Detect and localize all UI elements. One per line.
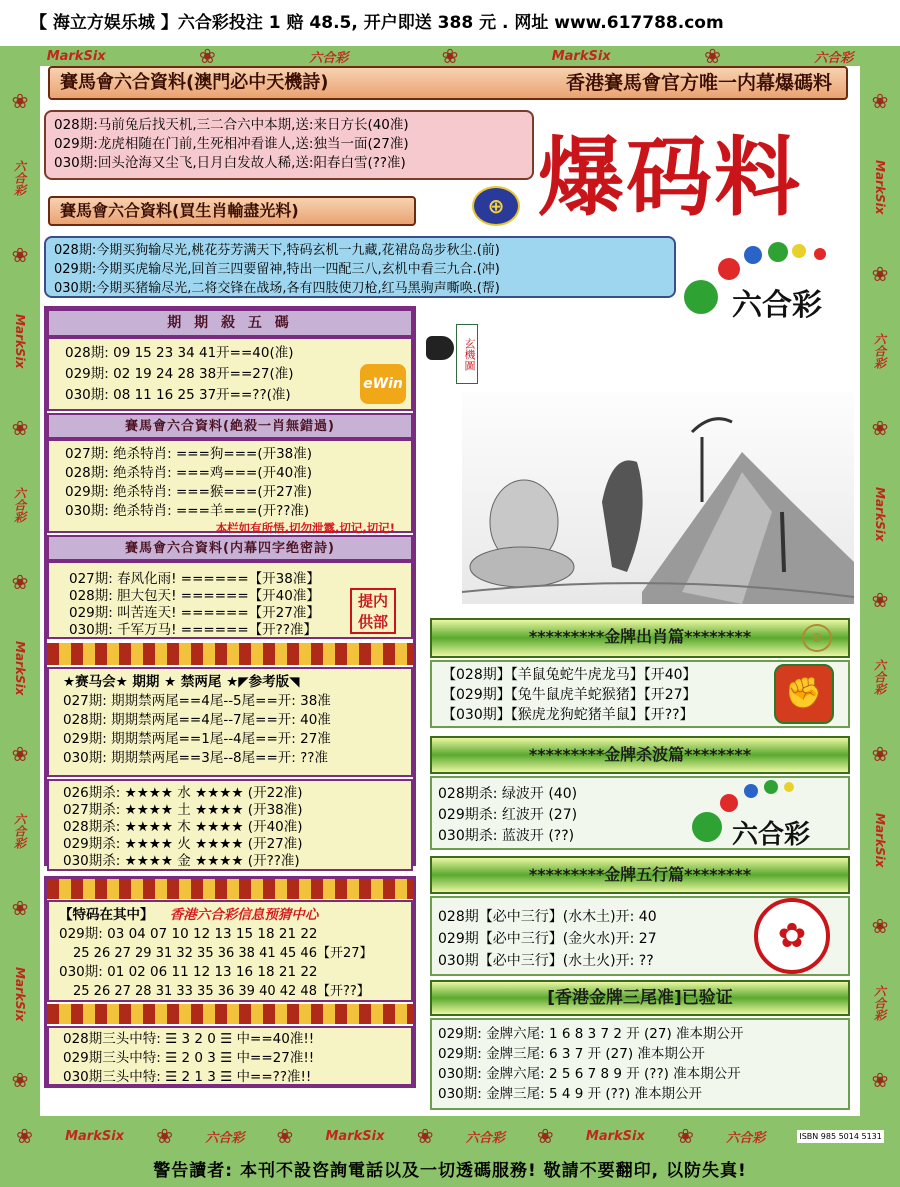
liuhecai-logo xyxy=(680,240,850,323)
santou-line: 028期三头中特: ☰ 3 2 0 ☰ 中==40准!! xyxy=(63,1031,315,1047)
wuxingsha-line: 030期杀: ★★★★ 金 ★★★★ (开??准) xyxy=(63,853,300,869)
wuxingsha-line: 027期杀: ★★★★ 土 ★★★★ (开38准) xyxy=(63,802,303,818)
section2-line: 028期:今期买狗输尽光,桃花芬芳满天下,特码玄机一九藏,花裙岛岛步秋尘.(前) xyxy=(54,243,500,258)
border-lhc-text: 六合彩 xyxy=(814,50,854,66)
jinpai-wuxing-banner: *********金牌五行篇******** xyxy=(430,856,850,894)
wuxingsha-line: 029期杀: ★★★★ 火 ★★★★ (开27准) xyxy=(63,836,303,852)
jinliang-panel xyxy=(47,667,413,777)
tema-line: 029期: 03 04 07 10 12 13 15 18 21 22 xyxy=(59,926,318,942)
flower-icon: ❀ xyxy=(11,896,29,921)
border-right xyxy=(860,66,900,1116)
section2-banner xyxy=(48,196,416,226)
jinpai-wuxing-line: 030期【必中三行】(水土火)开: ?? xyxy=(438,953,654,969)
illustration-svg xyxy=(462,392,854,604)
liuhecai-text: 六合彩 xyxy=(732,288,822,323)
section1-title: 賽馬會六合資料(澳門必中天機詩) xyxy=(60,72,329,93)
santou-panel xyxy=(47,1026,413,1086)
flower-icon: ❀ xyxy=(199,46,216,66)
flower-icon: ❀ xyxy=(11,415,29,440)
warning-text: 警告讀者: 本刊不設咨詢電話以及一切透碼服務! 敬請不要翻印, 以防失真! xyxy=(0,1156,900,1187)
jinpai-shengxiao-line: 【029期】【兔牛鼠虎羊蛇猴猪】【开27】 xyxy=(442,687,697,703)
jinpai-shengxiao-banner: *********金牌出肖篇******** xyxy=(430,618,850,658)
flower-icon: ❀ xyxy=(871,261,889,286)
top-ad-banner: 【 海立方娱乐城 】六合彩投注 1 赔 48.5, 开户即送 388 元 . 网址 www.617788.com xyxy=(0,0,900,46)
border-lhc-text: 六合彩 xyxy=(872,332,887,369)
ink-illustration xyxy=(462,392,854,604)
sanwei-line: 030期: 金牌六尾: 2 5 6 7 8 9 开 (??) 准本期公开 xyxy=(438,1066,741,1082)
divider-pattern xyxy=(47,643,413,665)
emblem-icon: ⊕ xyxy=(802,624,832,652)
section1-line: 029期:龙虎相随在门前,生死相冲看谁人,送:独当一面(27准) xyxy=(54,136,409,152)
flower-icon: ❀ xyxy=(441,46,459,66)
juesha-line: 027期: 绝杀特肖: ===狗===(开38准) xyxy=(65,446,313,462)
sanwei-line: 029期: 金牌三尾: 6 3 7 开 (27) 准本期公开 xyxy=(438,1046,705,1062)
flower-icon: ❀ xyxy=(11,569,29,594)
flower-icon: ❀ xyxy=(11,89,29,114)
ball-icon xyxy=(814,248,826,260)
jinliang-line: 027期: 期期禁两尾==4尾--5尾==开: 38准 xyxy=(63,693,331,709)
jinpai-shengxiao-line: 【028期】【羊鼠兔蛇牛虎龙马】【开40】 xyxy=(442,667,697,683)
flower-icon: ❀ xyxy=(677,1124,694,1148)
tema-header-row xyxy=(59,906,401,925)
flower-icon: ❀ xyxy=(11,243,29,268)
jinliang-line: 028期: 期期禁两尾==4尾--7尾==开: 40准 xyxy=(63,712,331,728)
border-marksix-text: MarkSix xyxy=(873,486,887,542)
barcode-icon: ISBN 985 5014 5131 xyxy=(799,1131,882,1141)
jinpai-shengxiao-line: 【030期】【猴虎龙狗蛇猪羊鼠】【开??】 xyxy=(442,707,694,723)
juesha-note: 本栏如有所悟,切勿泄露,切记,切记! xyxy=(215,521,395,535)
ball-icon xyxy=(784,782,794,792)
border-left xyxy=(0,66,40,1116)
flower-icon: ❀ xyxy=(871,415,889,440)
jinpai-bo-line: 030期杀: 蓝波开 (??) xyxy=(438,828,575,844)
border-top xyxy=(0,46,900,66)
flower-icon: ❀ xyxy=(871,742,889,767)
juesha-header: 賽馬會六合資料(絶殺一肖無錯過) xyxy=(47,413,413,439)
sizi-line: 027期: 春风化雨! ======【开38准】 xyxy=(69,571,320,587)
flower-icon: ❀ xyxy=(871,914,889,939)
border-lhc-text: 六合彩 xyxy=(12,160,27,197)
sanwei-line: 029期: 金牌六尾: 1 6 8 3 7 2 开 (27) 准本期公开 xyxy=(438,1026,744,1042)
border-marksix-text: MarkSix xyxy=(873,160,887,215)
border-lhc-text: 六合彩 xyxy=(309,50,349,66)
juesha-line: 029期: 绝杀特肖: ===猴===(开27准) xyxy=(65,484,313,500)
jinpai-bo-line: 028期杀: 绿波开 (40) xyxy=(438,786,578,802)
border-lhc-text: 六合彩 xyxy=(726,1130,766,1146)
wuxingsha-panel xyxy=(47,779,413,871)
hand-icon xyxy=(426,336,454,360)
jinpai-wuxing-line: 029期【必中三行】(金火水)开: 27 xyxy=(438,931,657,947)
section2-title: 賽馬會六合資料(買生肖輸盡光料) xyxy=(60,201,299,220)
flower-icon: ❀ xyxy=(11,1068,29,1093)
border-lhc-text: 六合彩 xyxy=(872,659,887,696)
qisha-header: 期 期 殺 五 碼 xyxy=(47,309,413,337)
section1-box xyxy=(44,110,534,180)
sizi-header: 賽馬會六合資料(内幕四字绝密詩) xyxy=(47,535,413,561)
xuanji-label: 玄機圖 xyxy=(456,324,478,384)
border-lhc-text: 六合彩 xyxy=(205,1130,245,1146)
flower-icon: ❀ xyxy=(704,46,721,66)
jinliang-line: 030期: 期期禁两尾==3尾--8尾==开: ??准 xyxy=(63,750,328,766)
flower-icon: ❀ xyxy=(156,1124,174,1148)
tema-label: 【特码在其中】 xyxy=(59,907,154,923)
santou-line: 030期三头中特: ☰ 2 1 3 ☰ 中==??准!! xyxy=(63,1069,312,1085)
section2-line: 030期:今期买猪输尽光,二将交锋在战场,各有四肢使刀枪,红马黑驹声嘶唤.(帮) xyxy=(54,281,500,296)
border-bottom xyxy=(0,1116,900,1156)
sizi-line: 030期: 千军万马! ======【开??准】 xyxy=(69,622,318,638)
section1-line: 028期:马前兔后找天机,三二合六中本期,送:来日方长(40准) xyxy=(54,117,409,133)
border-marksix-text: MarkSix xyxy=(551,48,611,64)
sanwei-line: 030期: 金牌三尾: 5 4 9 开 (??) 准本期公开 xyxy=(438,1086,703,1102)
tema-line: 030期: 01 02 06 11 12 13 16 18 21 22 xyxy=(59,964,318,980)
wuxingsha-line: 026期杀: ★★★★ 水 ★★★★ (开22准) xyxy=(63,785,303,801)
ball-icon xyxy=(684,280,718,314)
border-marksix-text: MarkSix xyxy=(13,967,27,1022)
border-marksix-text: MarkSix xyxy=(13,640,27,696)
liuhecai-logo xyxy=(690,780,840,848)
border-lhc-text: 六合彩 xyxy=(12,486,27,523)
tema-panel xyxy=(47,900,413,1002)
sanwei-banner: [香港金牌三尾准]已验证 xyxy=(430,980,850,1016)
flower-icon: ❀ xyxy=(276,1124,294,1148)
jinpai-wuxing-line: 028期【必中三行】(水木土)开: 40 xyxy=(438,909,657,925)
ball-icon xyxy=(764,780,778,794)
ball-icon xyxy=(792,244,806,258)
bauhinia-emblem-icon: ✿ xyxy=(754,898,830,974)
ewin-logo: eWin xyxy=(360,364,406,404)
flower-icon: ❀ xyxy=(16,1124,33,1148)
sanwei-panel xyxy=(430,1018,850,1110)
divider-pattern xyxy=(47,879,413,899)
section1-line: 030期:回头沧海又尘飞,日月白发故人稀,送:阳春白雪(??准) xyxy=(54,155,406,171)
money-bag-icon: ✊ xyxy=(774,664,834,724)
flower-icon: ❀ xyxy=(871,588,889,613)
border-marksix-text: MarkSix xyxy=(13,314,27,369)
sizi-stamp: 提内供部 xyxy=(350,588,396,634)
liuhecai-text: 六合彩 xyxy=(732,820,811,850)
border-marksix-text: MarkSix xyxy=(65,1128,125,1144)
wuxingsha-line: 028期杀: ★★★★ 木 ★★★★ (开40准) xyxy=(63,819,303,835)
jinliang-title: ★赛马会★ 期期 ★ 禁两尾 ★◤参考版◥ xyxy=(63,674,300,690)
ball-icon xyxy=(744,246,762,264)
juesha-line: 028期: 绝杀特肖: ===鸡===(开40准) xyxy=(65,465,313,481)
border-marksix-text: MarkSix xyxy=(873,813,887,868)
big-title: 爆码料 xyxy=(538,127,802,228)
juesha-line: 030期: 绝杀特肖: ===羊===(开??准) xyxy=(65,503,310,519)
emblem-icon: ⊕ xyxy=(472,186,520,226)
sizi-line: 028期: 胆大包天! ======【开40准】 xyxy=(69,588,320,604)
qisha-panel xyxy=(47,337,413,411)
border-lhc-text: 六合彩 xyxy=(465,1130,505,1146)
section2-box xyxy=(44,236,676,298)
border-lhc-text: 六合彩 xyxy=(872,985,887,1022)
border-lhc-text: 六合彩 xyxy=(12,813,27,850)
santou-line: 029期三头中特: ☰ 2 0 3 ☰ 中==27准!! xyxy=(63,1050,315,1066)
tema-center: 香港六合彩信息预猜中心 xyxy=(169,907,319,923)
qisha-line: 028期: 09 15 23 34 41开==40(准) xyxy=(65,345,294,361)
flower-icon: ❀ xyxy=(871,1068,889,1093)
divider-pattern xyxy=(47,1004,413,1024)
ball-icon xyxy=(692,812,722,842)
flower-icon: ❀ xyxy=(871,89,889,114)
tema-line: 25 26 27 28 31 33 35 36 39 40 42 48【开??】 xyxy=(73,984,370,999)
section1-slogan: 香港賽馬會官方唯一内幕爆碼料 xyxy=(565,72,832,94)
ball-icon xyxy=(718,258,740,280)
jinpai-bo-banner: *********金牌杀波篇******** xyxy=(430,736,850,774)
ball-icon xyxy=(744,784,758,798)
section1-banner xyxy=(48,66,848,100)
jinliang-line: 029期: 期期禁两尾==1尾--4尾==开: 27准 xyxy=(63,731,331,747)
flower-icon: ❀ xyxy=(536,1124,554,1148)
flower-icon: ❀ xyxy=(416,1124,434,1148)
ball-icon xyxy=(720,794,738,812)
tema-line: 25 26 27 29 31 32 35 36 38 41 45 46【开27】 xyxy=(73,946,373,961)
border-marksix-text: MarkSix xyxy=(585,1128,645,1144)
qisha-line: 030期: 08 11 16 25 37开==??(准) xyxy=(65,387,291,403)
sizi-line: 029期: 叫苦连天! ======【开27准】 xyxy=(69,605,320,621)
ball-icon xyxy=(768,242,788,262)
border-marksix-text: MarkSix xyxy=(46,48,106,64)
flower-icon: ❀ xyxy=(11,742,29,767)
juesha-panel xyxy=(47,439,413,533)
border-marksix-text: MarkSix xyxy=(325,1128,385,1144)
jinpai-bo-line: 029期杀: 红波开 (27) xyxy=(438,807,578,823)
qisha-line: 029期: 02 19 24 28 38开==27(准) xyxy=(65,366,294,382)
section2-line: 029期:今期买虎输尽光,回首三四要留神,特出一四配三八,玄机中看三九合.(冲) xyxy=(54,262,500,277)
